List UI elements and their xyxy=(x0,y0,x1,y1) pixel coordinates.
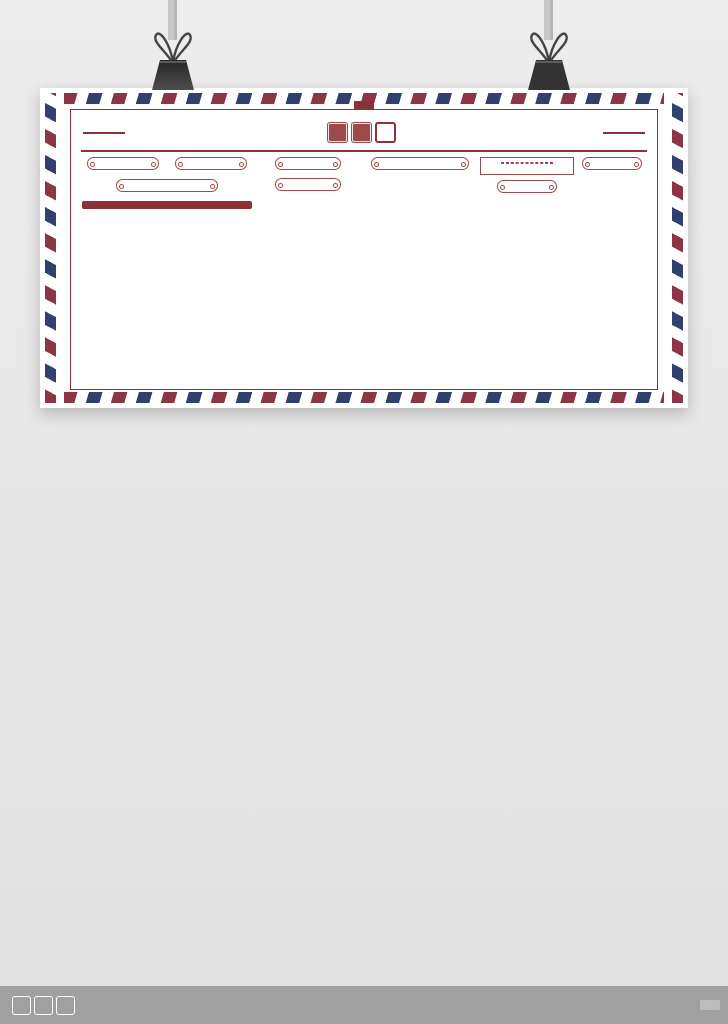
menu-board-top xyxy=(40,88,688,408)
binder-clip-left xyxy=(143,0,203,94)
shop-name-group xyxy=(83,132,131,134)
binder-clip-right xyxy=(519,0,579,94)
column-special xyxy=(480,157,574,209)
section-recommended-noodles xyxy=(82,157,164,174)
section-title xyxy=(497,180,557,193)
decorative-line xyxy=(603,132,645,134)
section-title xyxy=(582,157,642,170)
noodle-note-box xyxy=(82,201,252,209)
binder-clip-icon xyxy=(519,0,579,94)
logo-stamp-group xyxy=(327,122,348,143)
chef-special-box xyxy=(480,157,574,175)
menu-header xyxy=(71,110,657,147)
tagline-banner xyxy=(354,101,374,109)
logo-char xyxy=(12,996,31,1015)
header-divider xyxy=(81,150,647,152)
airmail-border-left xyxy=(45,93,56,403)
section-title xyxy=(275,157,342,170)
decorative-line xyxy=(83,132,125,134)
section-title xyxy=(175,157,247,170)
column-noodles xyxy=(82,157,252,209)
menu-frame xyxy=(70,109,658,390)
logo-jia-stamp xyxy=(375,122,396,143)
logo-char xyxy=(56,996,75,1015)
special-badge-list xyxy=(485,162,569,164)
nipic-logo-icon xyxy=(12,996,75,1015)
logo-char xyxy=(34,996,53,1015)
section-title xyxy=(87,157,159,170)
watermark-logo-group xyxy=(12,996,81,1015)
logo-stamp xyxy=(327,122,348,143)
airmail-border-right xyxy=(672,93,683,403)
shop-logo xyxy=(327,122,396,143)
column-rice xyxy=(256,157,360,209)
phone-group xyxy=(591,132,645,134)
watermark-id xyxy=(700,1000,720,1010)
section-dumpling-noodles xyxy=(82,179,252,209)
menu-columns xyxy=(71,157,657,209)
airmail-border-bottom xyxy=(64,392,664,403)
section-title xyxy=(116,179,218,192)
section-beef-noodles xyxy=(170,157,252,174)
section-title xyxy=(371,157,470,170)
watermark-bar xyxy=(0,986,728,1024)
special-badge xyxy=(501,162,553,164)
binder-clip-icon xyxy=(143,0,203,94)
column-snacks xyxy=(364,157,476,209)
column-drinks xyxy=(578,157,646,209)
logo-mian-stamp xyxy=(351,122,372,143)
section-title xyxy=(275,178,342,191)
